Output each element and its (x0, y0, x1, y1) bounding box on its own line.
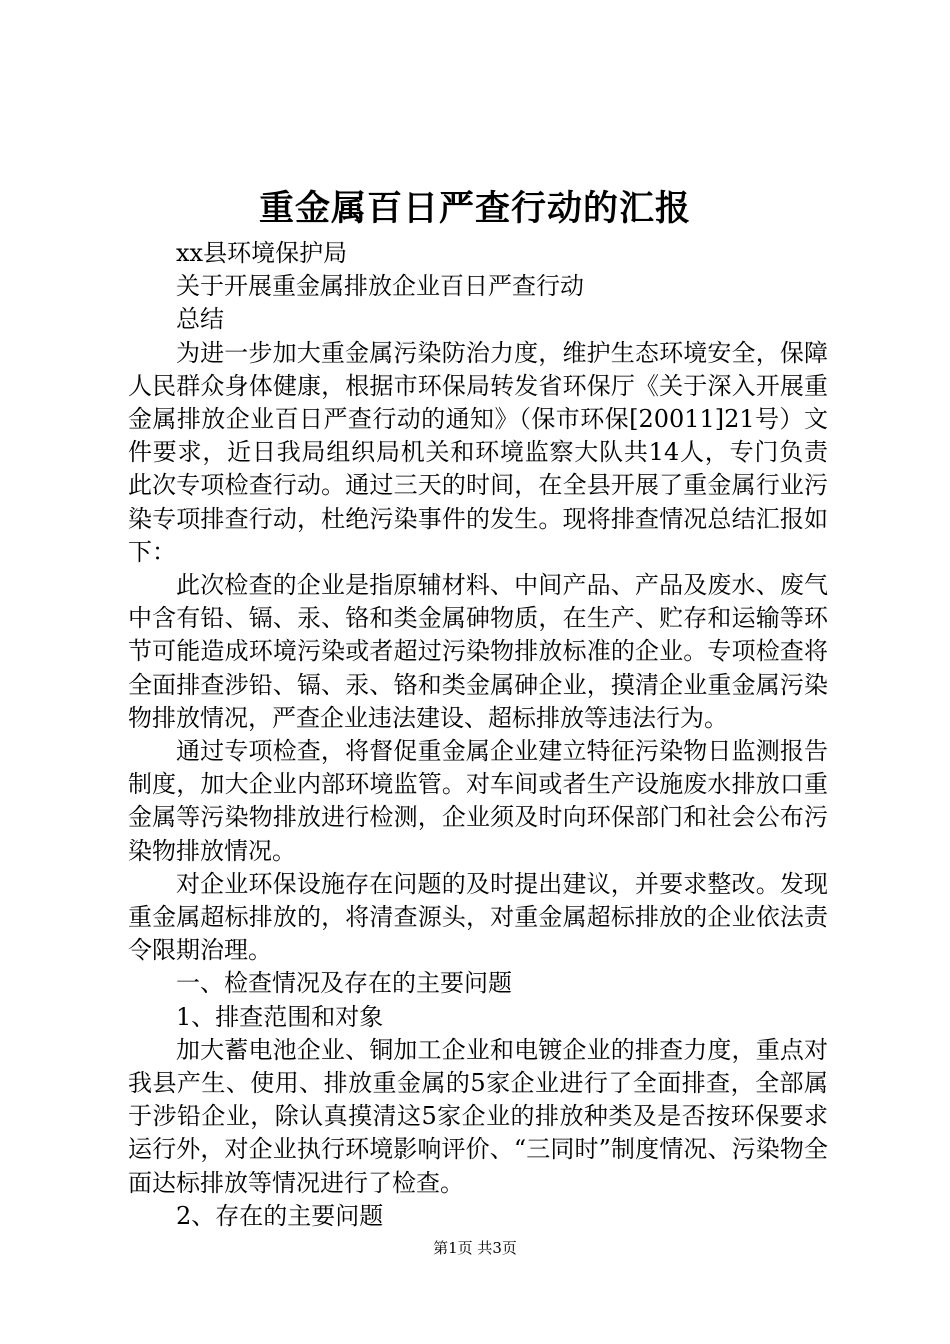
page-footer: 第1页 共3页 (433, 1239, 517, 1257)
subsection-heading-2: 2、存在的主要问题 (176, 1201, 384, 1230)
paragraph-summary-label: 总结 (176, 305, 224, 334)
paragraph-subtitle: 关于开展重金属排放企业百日严查行动 (176, 272, 584, 301)
paragraph-intro: 为进一步加大重金属污染防治力度，维护生态环境安全，保障人民群众身体健康，根据市环保局转发省环保厅《关于深入开展重金属排放企业百日严查行动的通知》（保市环保[20011]21号）文件要求，近日我局组织局机关和环境监察大队共14人，专门负责此次专项检查行动。通过三天的时间，在全县开展了重金属行业污染专项排查行动，杜绝污染事件的发生。现将排查情况总结汇报如下： (128, 338, 828, 566)
paragraph-monitoring: 通过专项检查，将督促重金属企业建立特征污染物日监测报告制度，加大企业内部环境监管。对车间或者生产设施废水排放口重金属等污染物排放进行检测，企业须及时向环保部门和社会公布污染物排放情况。 (128, 737, 828, 865)
paragraph-org: xx县环境保护局 (176, 239, 348, 267)
paragraph-rectification: 对企业环保设施存在问题的及时提出建议，并要求整改。发现重金属超标排放的，将清查源头，对重金属超标排放的企业依法责令限期治理。 (128, 869, 828, 965)
document-title: 重金属百日严查行动的汇报 (258, 188, 691, 229)
document-body (128, 237, 828, 1233)
paragraph-inspection: 加大蓄电池企业、铜加工企业和电镀企业的排查力度，重点对我县产生、使用、排放重金属的5家企业进行了全面排查，全部属于涉铅企业，除认真摸清这5家企业的排放种类及是否按环保要求运行外，对企业执行环境影响评价、“三同时”制度情况、污染物全面达标排放等情况进行了检查。 (128, 1035, 828, 1197)
paragraph-scope: 此次检查的企业是指原辅材料、中间产品、产品及废水、废气中含有铅、镉、汞、铬和类金属砷物质，在生产、贮存和运输等环节可能造成环境污染或者超过污染物排放标准的企业。专项检查将全面排查涉铅、镉、汞、铬和类金属砷企业，摸清企业重金属污染物排放情况，严查企业违法建设、超标排放等违法行为。 (128, 571, 828, 732)
section-heading-1: 一、检查情况及存在的主要问题 (176, 969, 512, 998)
subsection-heading-1: 1、排查范围和对象 (176, 1002, 384, 1031)
